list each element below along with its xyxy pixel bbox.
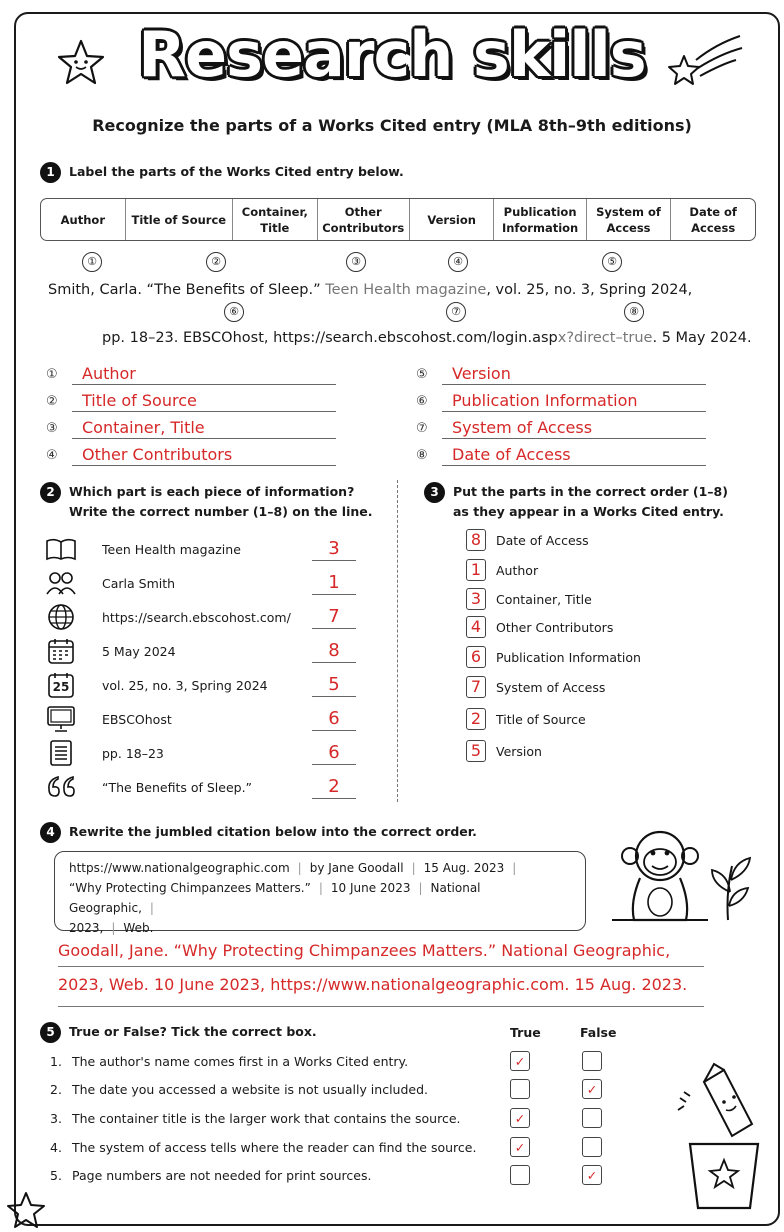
q5-instruction: True or False? Tick the correct box. — [69, 1024, 317, 1039]
false-checkbox[interactable] — [582, 1108, 602, 1128]
q2-row: Teen Health magazine 3 — [44, 534, 374, 564]
label-row: ⑧ Date of Access — [416, 445, 706, 466]
q2-answer[interactable]: 5 — [312, 674, 356, 697]
label-answer: Other Contributors — [72, 445, 336, 466]
monkey-icon — [600, 822, 760, 926]
tf-row: 2. The date you accessed a website is not usually included. ✓ — [50, 1075, 602, 1103]
q4-answer-line-2[interactable]: 2023, Web. 10 June 2023, https://www.nationalgeographic.com. 15 Aug. 2023. — [58, 970, 704, 1007]
q3-row: 2 Title of Source — [466, 707, 586, 731]
part-title-of-source: Title of Source — [126, 199, 233, 240]
calendar-icon — [44, 637, 78, 665]
label-answer: Title of Source — [72, 391, 336, 412]
false-checkbox[interactable]: ✓ — [582, 1165, 602, 1185]
order-box[interactable]: 7 — [466, 676, 486, 698]
label-row: ② Title of Source — [46, 391, 336, 412]
q3-row: 8 Date of Access — [466, 528, 589, 552]
false-checkbox[interactable] — [582, 1137, 602, 1157]
globe-icon — [44, 603, 78, 631]
q3-row: 1 Author — [466, 558, 538, 582]
label-answer: Publication Information — [442, 391, 706, 412]
q2-answer[interactable]: 1 — [312, 572, 356, 595]
order-box[interactable]: 3 — [466, 588, 486, 610]
citation-line-1: Smith, Carla. “The Benefits of Sleep.” Teen Health magazine, vol. 25, no. 3, Spring 2024, — [48, 282, 693, 298]
part-publication-information: Publication Information — [494, 199, 586, 240]
q2-row: “The Benefits of Sleep.” 2 — [44, 772, 374, 802]
order-box[interactable]: 6 — [466, 646, 486, 668]
false-checkbox[interactable] — [582, 1051, 602, 1071]
computer-icon — [44, 705, 78, 733]
true-checkbox[interactable]: ✓ — [510, 1051, 530, 1071]
marker-5: ⑤ — [602, 252, 622, 272]
order-box[interactable]: 2 — [466, 708, 486, 730]
q2-heading — [40, 482, 373, 522]
tf-row: 5. Page numbers are not needed for print sources. ✓ — [50, 1161, 602, 1189]
label-row: ④ Other Contributors — [46, 445, 336, 466]
calendar-25-icon — [44, 671, 78, 699]
people-icon — [44, 569, 78, 597]
q3-row: 6 Publication Information — [466, 645, 641, 669]
false-column-label: False — [580, 1025, 617, 1040]
labels-left — [46, 364, 336, 466]
jumbled-citation-box: https://www.nationalgeographic.com | by Jane Goodall | 15 Aug. 2023 | “Why Protecting Chimpanzees Matters.” | 10 June 2023 | National Geographic, | 2023, | Web. — [54, 851, 586, 931]
label-row: ③ Container, Title — [46, 418, 336, 439]
q2-instruction-1: Which part is each piece of information? — [69, 484, 355, 499]
q2-row: pp. 18–23 6 — [44, 738, 374, 768]
q2-answer[interactable]: 6 — [312, 708, 356, 731]
q2-row: Carla Smith 1 — [44, 568, 374, 598]
column-divider — [397, 480, 398, 802]
citation-line-2: pp. 18–23. EBSCOhost, https://search.ebscohost.com/login.aspx?direct–true. 5 May 2024. — [102, 330, 752, 346]
q2-answer[interactable]: 6 — [312, 742, 356, 765]
part-version: Version — [410, 199, 495, 240]
q4-heading — [40, 822, 477, 843]
q2-answer[interactable]: 8 — [312, 640, 356, 663]
q1-instruction: Label the parts of the Works Cited entry below. — [69, 164, 404, 179]
corner-star-icon — [6, 1190, 46, 1230]
labels-right — [416, 364, 706, 466]
label-answer: Version — [442, 364, 706, 385]
true-checkbox[interactable]: ✓ — [510, 1108, 530, 1128]
label-answer: Container, Title — [72, 418, 336, 439]
order-box[interactable]: 5 — [466, 740, 486, 762]
label-row: ⑥ Publication Information — [416, 391, 706, 412]
q2-answer[interactable]: 2 — [312, 776, 356, 799]
q3-row: 4 Other Contributors — [466, 615, 613, 639]
marker-1: ① — [82, 252, 102, 272]
q2-number: 2 — [40, 482, 61, 503]
label-row: ⑦ System of Access — [416, 418, 706, 439]
q4-instruction: Rewrite the jumbled citation below into the correct order. — [69, 824, 477, 839]
order-box[interactable]: 1 — [466, 559, 486, 581]
q2-answer[interactable]: 7 — [312, 606, 356, 629]
part-author: Author — [41, 199, 126, 240]
book-icon — [44, 535, 78, 563]
order-box[interactable]: 8 — [466, 529, 486, 551]
page-title: Research skills — [138, 18, 646, 91]
q2-answer[interactable]: 3 — [312, 538, 356, 561]
q5-number: 5 — [40, 1022, 61, 1043]
part-container-title: Container, Title — [233, 199, 318, 240]
q3-heading — [424, 482, 728, 522]
pencil-cup-icon — [676, 1062, 766, 1212]
part-date-of-access: Date of Access — [689, 204, 737, 235]
q5-heading — [40, 1022, 317, 1043]
order-box[interactable]: 4 — [466, 616, 486, 638]
q2-row: EBSCOhost 6 — [44, 704, 374, 734]
page-subtitle: Recognize the parts of a Works Cited entry (MLA 8th–9th editions) — [92, 116, 692, 135]
label-row: ⑤ Version — [416, 364, 706, 385]
q4-answer-line-1[interactable]: Goodall, Jane. “Why Protecting Chimpanzees Matters.” National Geographic, — [58, 936, 704, 967]
q1-heading — [40, 162, 404, 183]
label-answer: System of Access — [442, 418, 706, 439]
tf-row: 3. The container title is the larger work that contains the source. ✓ — [50, 1104, 602, 1132]
q3-instruction-1: Put the parts in the correct order (1–8) — [453, 484, 728, 499]
tf-row: 1. The author's name comes first in a Works Cited entry. ✓ — [50, 1047, 602, 1075]
q3-row: 3 Container, Title — [466, 587, 592, 611]
q2-row: https://search.ebscohost.com/ 7 — [44, 602, 374, 632]
part-system-of-access: System of Access — [587, 199, 672, 240]
true-checkbox[interactable]: ✓ — [510, 1137, 530, 1157]
marker-7: ⑦ — [446, 302, 466, 322]
part-other-contributors: Other Contributors — [318, 199, 410, 240]
label-row: ① Author — [46, 364, 336, 385]
tf-row: 4. The system of access tells where the reader can find the source. ✓ — [50, 1133, 602, 1161]
marker-3: ③ — [346, 252, 366, 272]
q3-row: 7 System of Access — [466, 675, 605, 699]
calendar-number: 25 — [52, 680, 70, 694]
q2-row: 25 vol. 25, no. 3, Spring 2024 5 — [44, 670, 374, 700]
marker-4: ④ — [448, 252, 468, 272]
page-icon — [44, 739, 78, 767]
true-checkbox[interactable] — [510, 1165, 530, 1185]
true-checkbox[interactable] — [510, 1079, 530, 1099]
q1-number: 1 — [40, 162, 61, 183]
true-column-label: True — [510, 1025, 541, 1040]
parts-table — [40, 198, 756, 241]
label-answer: Author — [72, 364, 336, 385]
q2-row: 5 May 2024 8 — [44, 636, 374, 666]
quote-icon — [44, 773, 78, 801]
marker-2: ② — [206, 252, 226, 272]
q2-instruction-2: Write the correct number (1–8) on the line. — [69, 504, 373, 519]
q4-number: 4 — [40, 822, 61, 843]
marker-6: ⑥ — [224, 302, 244, 322]
label-answer: Date of Access — [442, 445, 706, 466]
q3-number: 3 — [424, 482, 445, 503]
q3-row: 5 Version — [466, 739, 542, 763]
marker-8: ⑧ — [624, 302, 644, 322]
q3-instruction-2: as they appear in a Works Cited entry. — [453, 504, 724, 519]
false-checkbox[interactable]: ✓ — [582, 1079, 602, 1099]
